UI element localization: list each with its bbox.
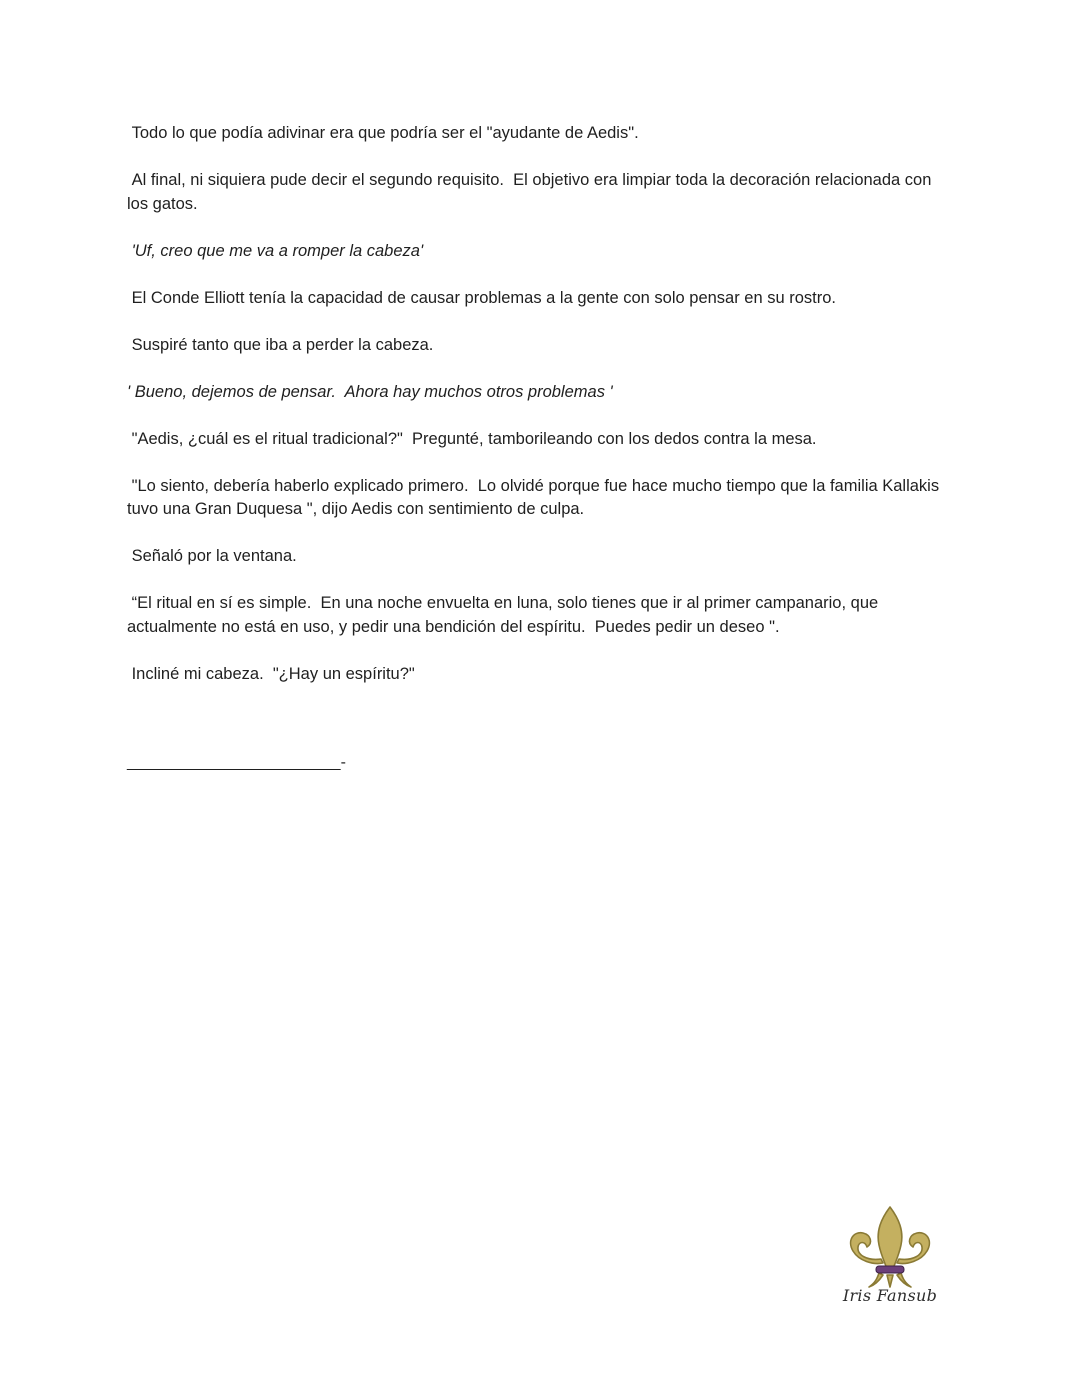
- document-body: [127, 122, 947, 710]
- paragraph-5: Suspiré tanto que iba a perder la cabeza.: [127, 335, 434, 354]
- paragraph-8: "Lo siento, debería haberlo explicado primero. Lo olvidé porque fue hace mucho tiempo que la familia Kallakis tuvo una Gran Duquesa ", dijo Aedis con sentimiento de culpa.: [127, 476, 944, 518]
- watermark-label: Iris Fansub: [842, 1286, 938, 1305]
- paragraph-6-thought: ' Bueno, dejemos de pensar. Ahora hay muchos otros problemas ': [127, 382, 613, 401]
- watermark-logo: [840, 1200, 940, 1315]
- section-separator: ________________________-: [127, 754, 346, 771]
- fleur-de-lis-icon: [843, 1203, 937, 1289]
- paragraph-1: Todo lo que podía adivinar era que podría ser el "ayudante de Aedis".: [127, 124, 639, 142]
- paragraph-3-thought: 'Uf, creo que me va a romper la cabeza': [127, 241, 424, 260]
- paragraph-11: Incliné mi cabeza. "¿Hay un espíritu?": [127, 664, 415, 683]
- paragraph-2: Al final, ni siquiera pude decir el segundo requisito. El objetivo era limpiar toda la decoración relacionada con los gatos.: [127, 171, 936, 213]
- paragraph-4: El Conde Elliott tenía la capacidad de causar problemas a la gente con solo pensar en su rostro.: [127, 288, 837, 307]
- paragraph-9: Señaló por la ventana.: [127, 547, 297, 565]
- paragraph-7: "Aedis, ¿cuál es el ritual tradicional?" Pregunté, tamborileando con los dedos contra la mesa.: [127, 429, 817, 448]
- paragraph-10: “El ritual en sí es simple. En una noche envuelta en luna, solo tienes que ir al primer campanario, que actualmente no está en uso, y pedir una bendición del espíritu. Puedes pedir un deseo ".: [127, 594, 883, 636]
